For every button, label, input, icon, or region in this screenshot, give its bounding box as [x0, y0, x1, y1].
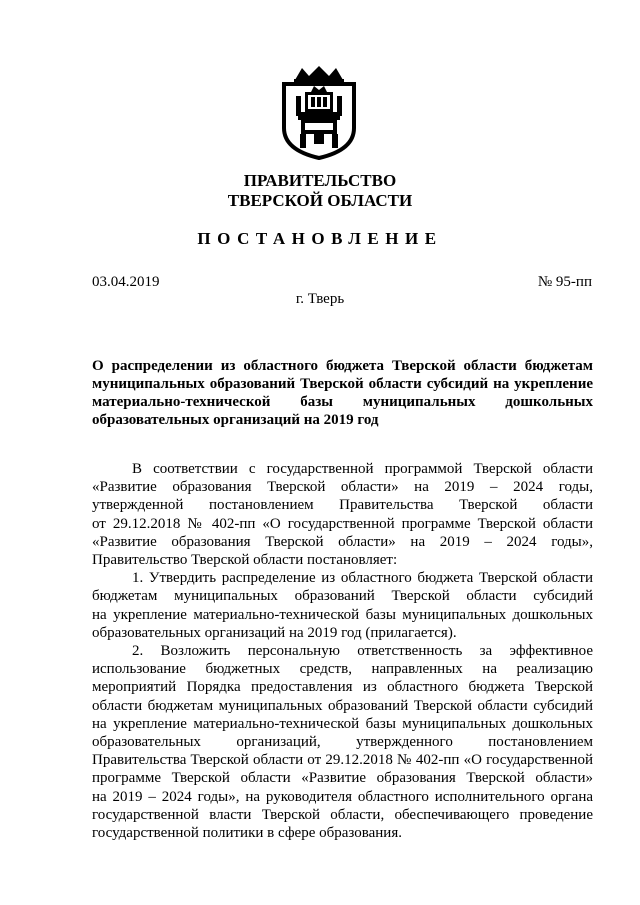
body-line: В соответствии с государственной программой Тверской области [132, 461, 593, 477]
body-line: от 29.12.2018 № 402-пп «О государственной программе Тверской области [92, 515, 593, 532]
tver-coat-of-arms-icon [278, 66, 360, 160]
item-2-paragraph [92, 642, 593, 842]
body-line: на 2019 – 2024 годы», на руководителя областного исполнительного органа [92, 788, 593, 805]
body-line: на укрепление материально-технической базы муниципальных дошкольных [92, 715, 593, 732]
document-type-heading: ПОСТАНОВЛЕНИЕ [197, 229, 443, 248]
body-line: 2. Возложить персональную ответственность за эффективное [132, 643, 593, 660]
body-line: программе Тверской области «Развитие образования Тверской области» [92, 770, 593, 787]
document-number: № 95-пп [537, 274, 592, 290]
intro-paragraph [92, 460, 593, 569]
body-line: государственной политики в сфере образования. [92, 825, 402, 842]
item-1-paragraph [92, 569, 593, 642]
body-line: государственной власти Тверской области, обеспечивающего проведение [92, 806, 593, 823]
subject-line: О распределении из областного бюджета Тверской области бюджетам [92, 358, 593, 374]
document-body [92, 460, 593, 842]
body-line: бюджетам муниципальных образований Тверской области субсидий [92, 588, 593, 605]
body-line: утвержденной постановлением Правительства Тверской области [92, 497, 593, 514]
body-line: «Развитие образования Тверской области» на 2019 – 2024 годы, [92, 479, 593, 496]
government-name-line1: ПРАВИТЕЛЬСТВО [243, 171, 397, 190]
body-line: образовательных организаций на 2019 год (прилагается). [92, 624, 457, 641]
document-date: 03.04.2019 [92, 274, 160, 290]
body-line: на укрепление материально-технической базы муниципальных дошкольных [92, 606, 593, 623]
body-line: мероприятий Порядка предоставления из областного бюджета Тверской [92, 679, 593, 696]
body-line: Правительства Тверской области от 29.12.2018 № 402-пп «О государственной [92, 752, 593, 769]
body-line: использование бюджетных средств, направленных на реализацию [92, 661, 593, 678]
government-name-line2: ТВЕРСКОЙ ОБЛАСТИ [227, 191, 413, 210]
body-line: области бюджетам муниципальных образований Тверской области субсидий [92, 697, 593, 714]
body-line: «Развитие образования Тверской области» на 2019 – 2024 годы», [92, 533, 593, 550]
body-line: Правительство Тверской области постановляет: [92, 552, 398, 569]
body-line: 1. Утвердить распределение из областного бюджета Тверской области [132, 570, 593, 587]
subject-line: муниципальных образований Тверской области субсидий на укрепление [92, 376, 593, 392]
document-subject [92, 357, 593, 429]
subject-line: материально-технической базы муниципальных дошкольных [92, 394, 593, 410]
document-city: г. Тверь [295, 291, 345, 307]
subject-line: образовательных организаций на 2019 год [92, 412, 379, 428]
body-line: образовательных организаций, утвержденного постановлением [92, 734, 593, 751]
